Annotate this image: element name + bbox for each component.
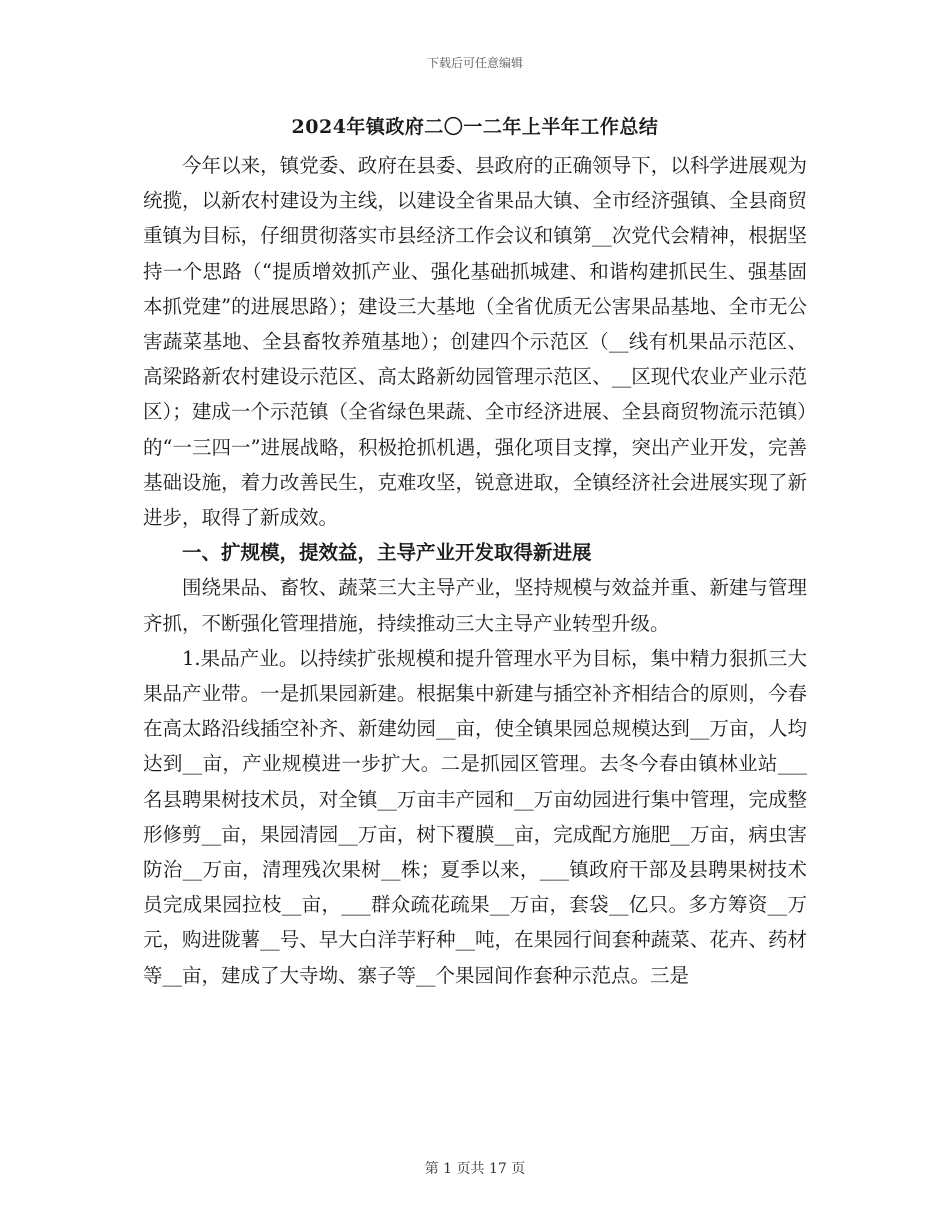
page-header-note: 下载后可任意编辑 [426, 56, 523, 70]
intro-paragraph: 今年以来，镇党委、政府在县委、县政府的正确领导下，以科学进展观为统揽，以新农村建设为主线，以建设全省果品大镇、全市经济强镇、全县商贸重镇为目标，仔细贯彻落实市县经济工作会议和镇第__次党代会精神，根据坚持一个思路（“提质增效抓产业、强化基础抓城建、和谐构建抓民生、强基固本抓党建”的进展思路）；建设三大基地（全省优质无公害果品基地、全市无公害蔬菜基地、全县畜牧养殖基地）；创建四个示范区（__线有机果品示范区、高梁路新农村建设示范区、高太路新幼园管理示范区、__区现代农业产业示范区）；建成一个示范镇（全省绿色果蔬、全市经济进展、全县商贸物流示范镇）的“一三四一”进展战略，积极抢抓机遇，强化项目支撑，突出产业开发，完善基础设施，着力改善民生，克难攻坚，锐意进取，全镇经济社会进展实现了新进步，取得了新成效。 [143, 154, 807, 530]
section-1-heading: 一、扩规模，提效益，主导产业开发取得新进展 [182, 541, 592, 565]
section-1-paragraph-1: 围绕果品、畜牧、蔬菜三大主导产业，坚持规模与效益并重、新建与管理齐抓，不断强化管理措施，持续推动三大主导产业转型升级。 [143, 576, 807, 635]
page-number-footer: 第 1 页共 17 页 [424, 1161, 526, 1177]
document-body [143, 148, 807, 993]
section-1-paragraph-2: 1.果品产业。以持续扩张规模和提升管理水平为目标，集中精力狠抓三大果品产业带。一是抓果园新建。根据集中新建与插空补齐相结合的原则，今春在高太路沿线插空补齐、新建幼园__亩，使全镇果园总规模达到__万亩，人均达到__亩，产业规模进一步扩大。二是抓园区管理。去冬今春由镇林业站___名县聘果树技术员，对全镇__万亩丰产园和__万亩幼园进行集中管理，完成整形修剪__亩，果园清园__万亩，树下覆膜__亩，完成配方施肥__万亩，病虫害防治__万亩，清理残次果树__株；夏季以来，___镇政府干部及县聘果树技术员完成果园拉枝__亩，___群众疏花疏果__万亩，套袋__亿只。多方筹资__万元，购进陇薯__号、早大白洋芋籽种__吨，在果园行间套种蔬菜、花卉、药材等__亩，建成了大寺坳、寨子等__个果园间作套种示范点。三是 [143, 646, 807, 987]
document-title: 2024年镇政府二〇一二年上半年工作总结 [291, 116, 659, 138]
